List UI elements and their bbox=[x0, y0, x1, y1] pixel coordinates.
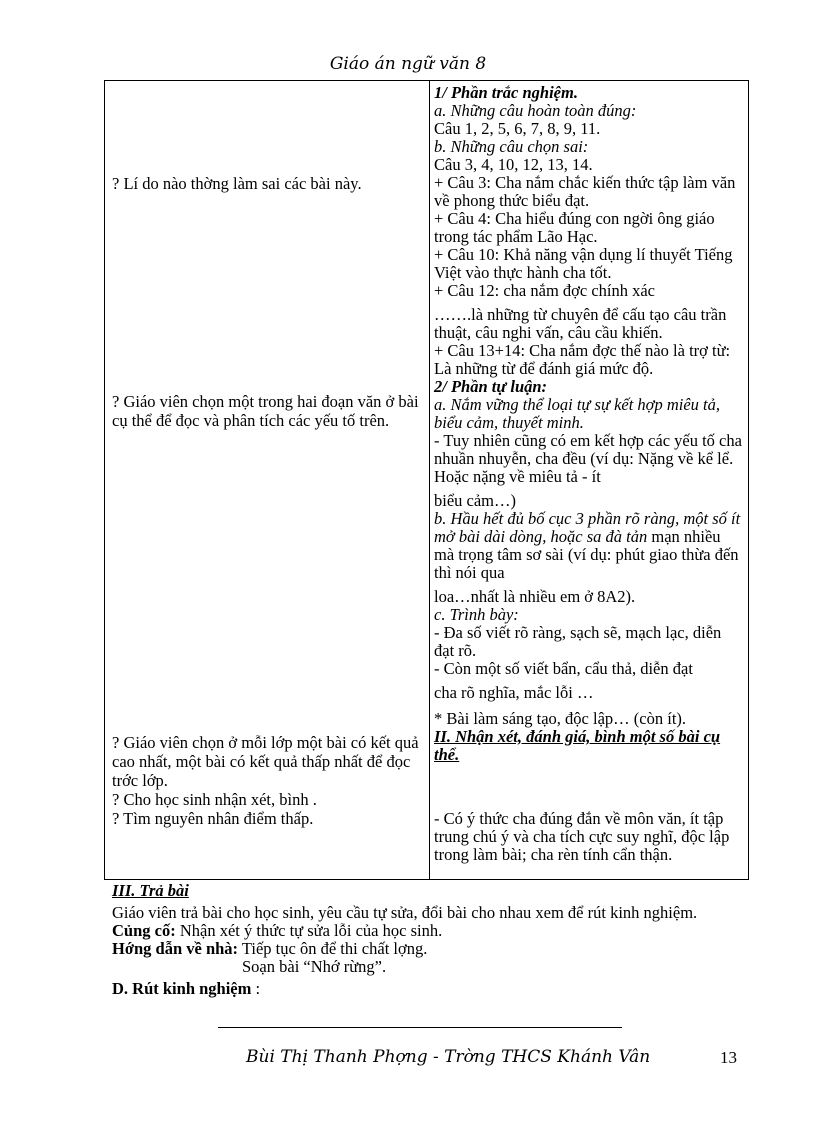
section2-text: - Có ý thức cha đúng đắn về môn văn, ít tập trung chú ý và cha tích cực suy nghĩ, độc lập trong làm bài; cha rèn tính cẩn thận. bbox=[434, 809, 730, 864]
correct-items: Câu 1, 2, 5, 6, 7, 8, 9, 11. bbox=[434, 119, 601, 138]
reason-item: + Câu 10: Khả năng vận dụng lí thuyết Tiếng Việt vào thực hành cha tốt. bbox=[434, 245, 733, 282]
reason-item: + Câu 3: Cha nắm chắc kiến thức tập làm văn về phong thức biểu đạt. bbox=[434, 173, 736, 210]
homework-line bbox=[112, 940, 752, 958]
correct-heading: a. Những câu hoàn toàn đúng: bbox=[434, 101, 637, 120]
essay-c-heading: c. Trình bày: bbox=[434, 605, 519, 624]
wrong-items: Câu 3, 4, 10, 12, 13, 14. bbox=[434, 155, 593, 174]
page-header-title: Giáo án ngữ văn 8 bbox=[329, 54, 487, 74]
homework-label: Hớng dẫn về nhà: bbox=[112, 939, 239, 958]
question-group-bottom bbox=[112, 733, 424, 828]
essay-c-text: cha rõ nghĩa, mắc lỗi … bbox=[434, 683, 594, 702]
lesson-review-heading: D. Rút kinh nghiệm bbox=[112, 979, 252, 998]
essay-c-text: * Bài làm sáng tạo, độc lập… (còn ít). bbox=[434, 709, 687, 728]
reason-item-continued: …….là những từ chuyên để cấu tạo câu trần thuật, câu nghi vấn, câu cầu khiến. bbox=[434, 305, 727, 342]
footer-author: Bùi Thị Thanh Phợng - Trờng THCS Khánh Vân bbox=[246, 1047, 651, 1067]
question-choose-paragraph: ? Giáo viên chọn một trong hai đoạn văn ở bài cụ thể để đọc và phân tích các yếu tố trên. bbox=[112, 392, 419, 430]
part2-heading: 2/ Phần tự luận: bbox=[434, 377, 548, 396]
homework-text: Tiếp tục ôn để thi chất lợng. bbox=[238, 939, 428, 958]
reason-item: + Câu 4: Cha hiểu đúng con ngời ông giáo trong tác phẩm Lão Hạc. bbox=[434, 209, 715, 246]
essay-a-text: - Tuy nhiên cũng có em kết hợp các yếu tố cha nhuần nhuyễn, cha đều (ví dụ: Nặng về kể lể. Hoặc nặng về miêu tả - ít bbox=[434, 431, 742, 486]
essay-c-text: - Đa số viết rõ ràng, sạch sẽ, mạch lạc, diễn đạt rõ. bbox=[434, 623, 722, 660]
lesson-review-colon: : bbox=[251, 979, 261, 998]
question-choose-best-worst: ? Giáo viên chọn ở mỗi lớp một bài có kết quả cao nhất, một bài có kết quả thấp nhất để đọc trớc lớp. bbox=[112, 733, 419, 790]
essay-b-text: mạn nhiều mà trọng tâm sơ sài (ví dụ: phút giao thừa đến thì nói qua bbox=[434, 527, 739, 582]
lesson-review-line bbox=[112, 980, 752, 998]
consolidation-line bbox=[112, 922, 752, 940]
essay-c-text: - Còn một số viết bẩn, cẩu thả, diễn đạt bbox=[434, 659, 693, 678]
question-student-comment: ? Cho học sinh nhận xét, bình . bbox=[112, 790, 317, 809]
section3-text: Giáo viên trả bài cho học sinh, yêu cầu tự sửa, đổi bài cho nhau xem để rút kinh nghiệm. bbox=[112, 903, 698, 922]
consolidation-text: Nhận xét ý thức tự sửa lỗi của học sinh. bbox=[175, 921, 443, 940]
answer-column bbox=[434, 84, 744, 864]
essay-b-text-continued: loa…nhất là nhiều em ở 8A2). bbox=[434, 587, 636, 606]
homework-text-continued: Soạn bài “Nhớ rừng”. bbox=[242, 957, 387, 976]
question-reason: ? Lí do nào thờng làm sai các bài này. bbox=[112, 174, 362, 193]
essay-b-heading: b. Hầu hết đủ bố cục 3 phần rõ ràng, một số ít mở bài dài dòng, hoặc sa đà tản bbox=[434, 509, 741, 546]
section2-heading: II. Nhận xét, đánh giá, bình một số bài cụ thể. bbox=[434, 727, 721, 764]
reason-item: + Câu 12: cha nắm đợc chính xác bbox=[434, 281, 656, 300]
wrong-heading: b. Những câu chọn sai: bbox=[434, 137, 589, 156]
essay-a-text-continued: biểu cảm…) bbox=[434, 491, 517, 510]
section3-heading: III. Trả bài bbox=[112, 881, 189, 900]
question-low-score-cause: ? Tìm nguyên nhân điểm thấp. bbox=[112, 809, 314, 828]
reason-item: + Câu 13+14: Cha nắm đợc thế nào là trợ từ: Là những từ để đánh giá mức độ. bbox=[434, 341, 731, 378]
review-blank-line bbox=[218, 1027, 622, 1028]
part1-heading: 1/ Phần trắc nghiệm. bbox=[434, 83, 578, 102]
table-column-divider bbox=[429, 80, 430, 880]
page-number: 13 bbox=[720, 1048, 737, 1067]
bottom-section bbox=[112, 882, 752, 998]
essay-b-paragraph bbox=[434, 510, 744, 582]
consolidation-label: Củng cố: bbox=[112, 921, 176, 940]
essay-a-heading: a. Nắm vững thể loại tự sự kết hợp miêu tả, biểu cảm, thuyết minh. bbox=[434, 395, 721, 432]
